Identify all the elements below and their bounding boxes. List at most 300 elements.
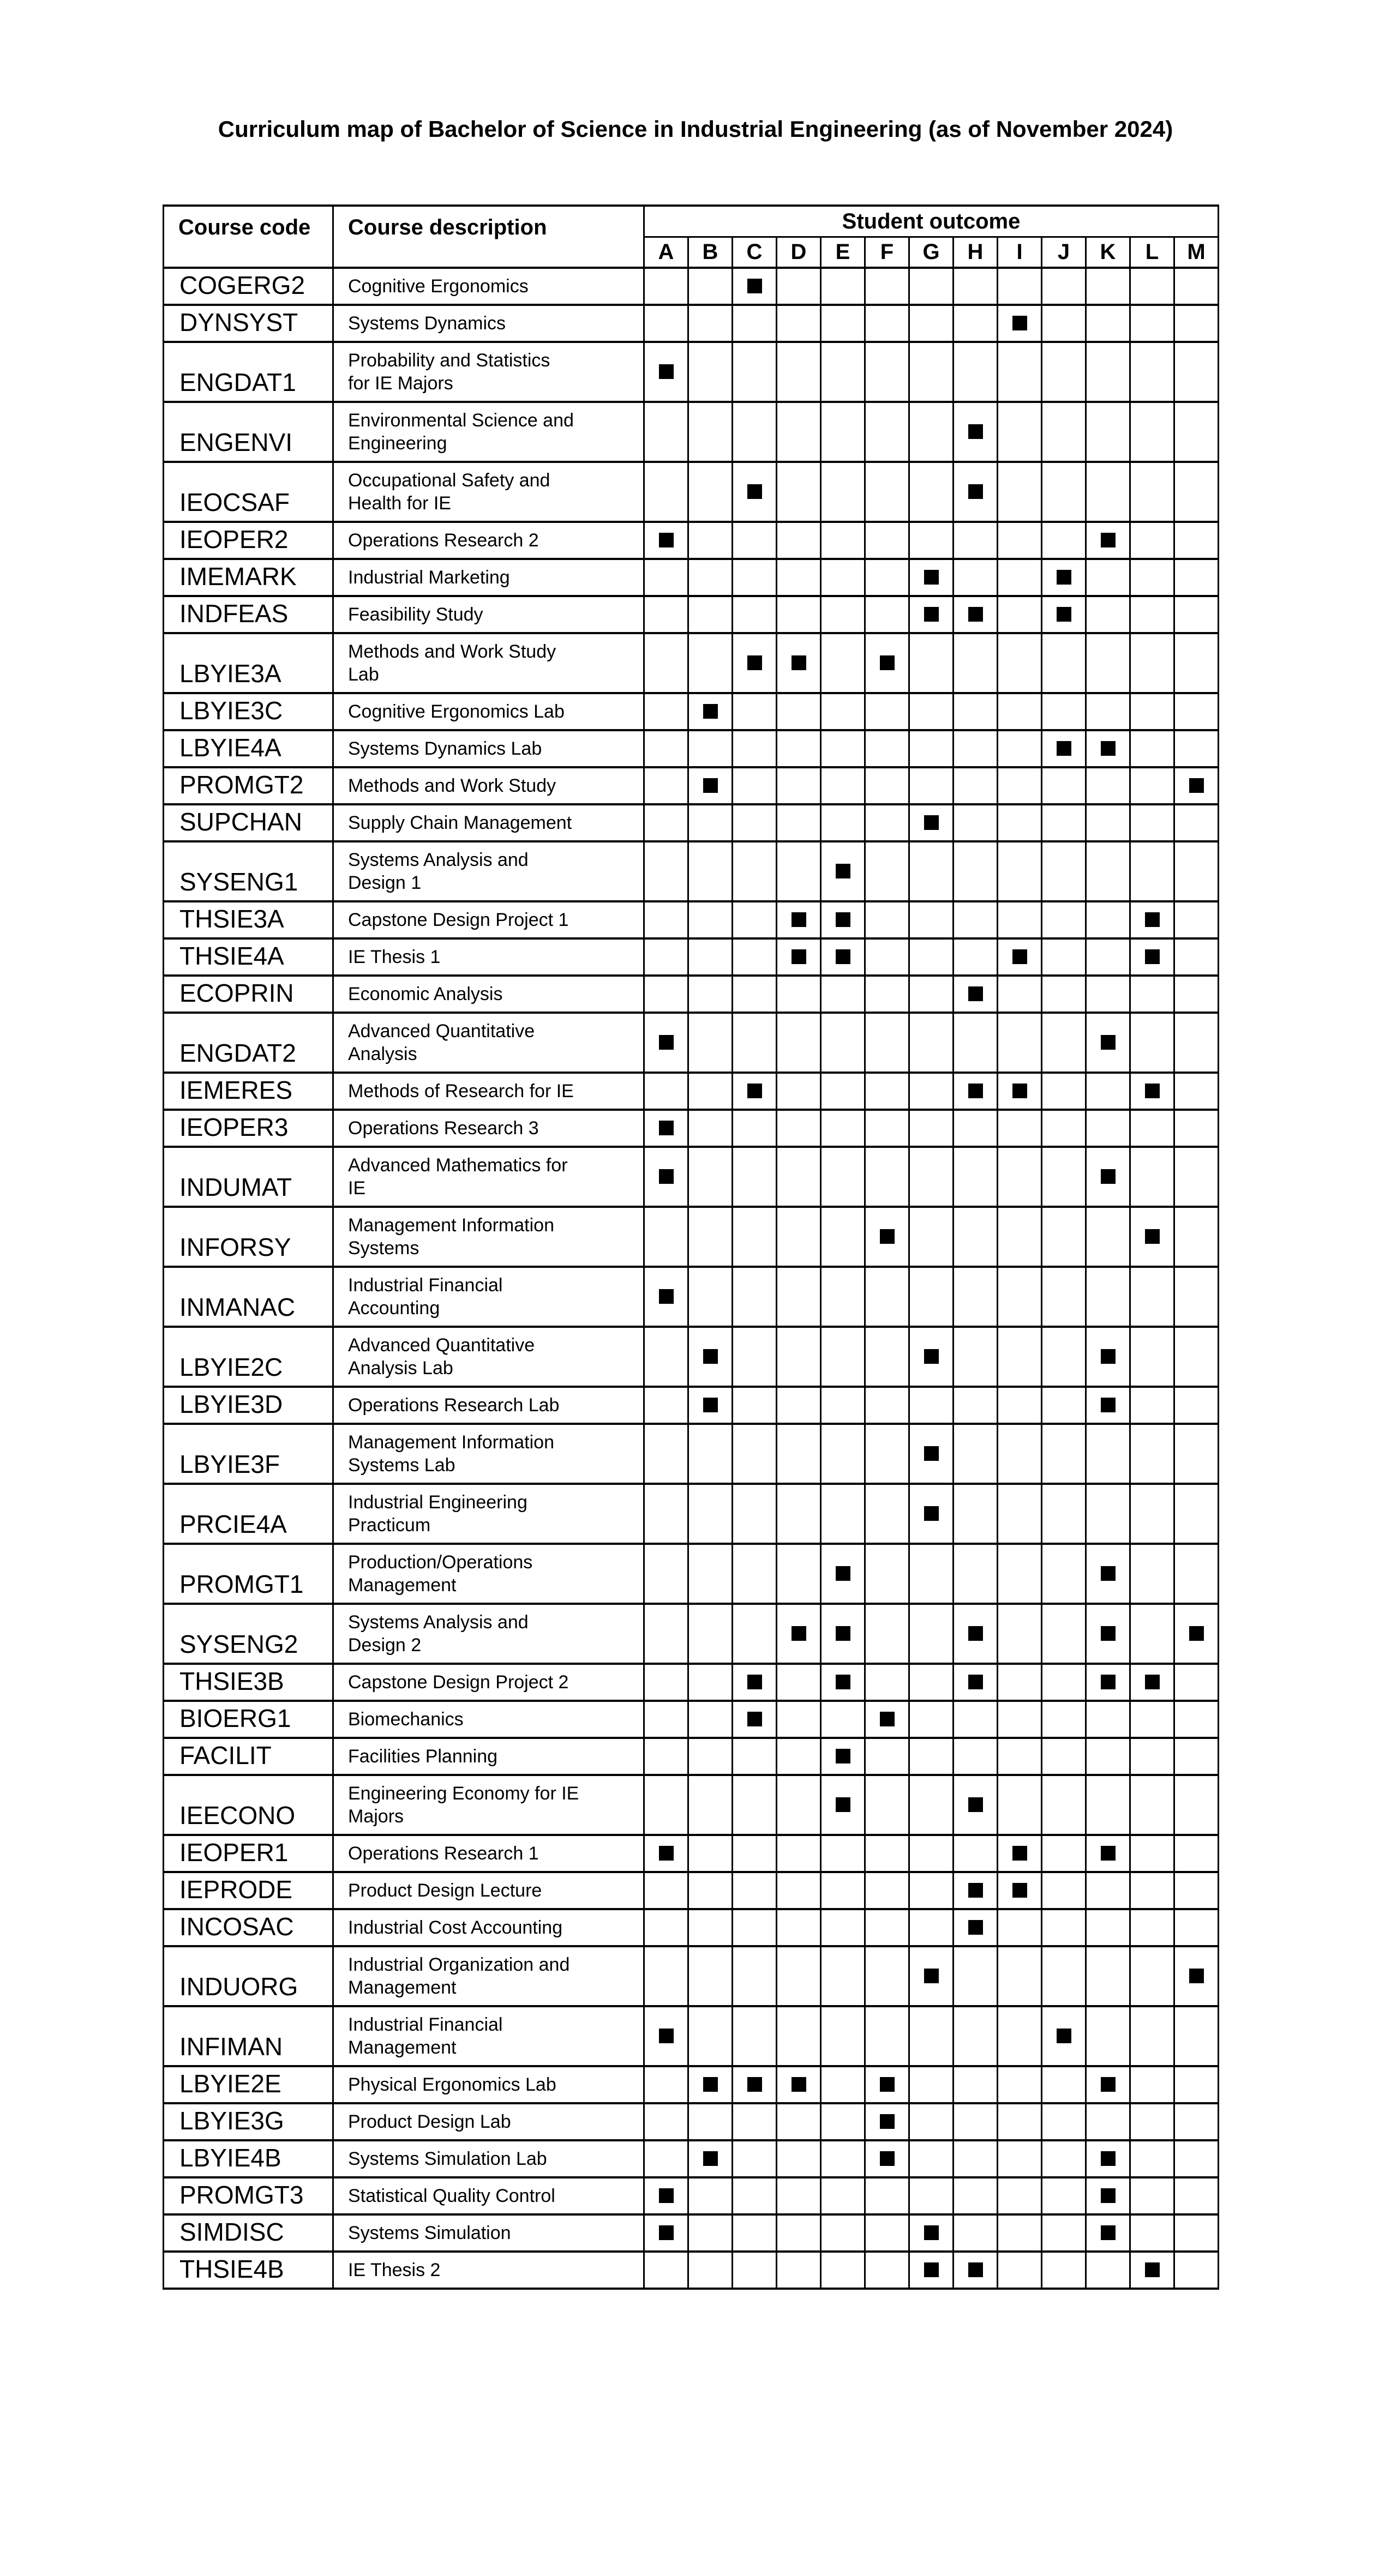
course-description-cell: Management Information Systems Lab (333, 1424, 644, 1484)
course-description-cell: Facilities Planning (333, 1738, 644, 1775)
outcome-mark-icon (1145, 1084, 1160, 1098)
outcome-mark-icon (1145, 912, 1160, 927)
course-row-LBYIE2C (164, 1327, 1219, 1387)
course-code-cell: THSIE3A (164, 901, 333, 938)
outcome-cell-INDUORG-G (909, 1946, 954, 2006)
outcome-cell-IEECONO-F (865, 1775, 909, 1835)
course-description-cell: Feasibility Study (333, 596, 644, 633)
outcome-mark-icon (1101, 2188, 1116, 2203)
outcome-cell-INDFEAS-H (954, 596, 998, 633)
course-code-cell: THSIE4A (164, 938, 333, 976)
course-description-cell: Probability and Statistics for IE Majors (333, 342, 644, 402)
outcome-cell-LBYIE3F-C (733, 1424, 777, 1484)
outcome-cell-COGERG2-A (644, 268, 688, 305)
course-row-INFIMAN (164, 2006, 1219, 2066)
outcome-cell-SYSENG2-J (1042, 1604, 1086, 1664)
outcome-cell-INFORSY-K (1086, 1207, 1130, 1267)
course-row-SYSENG2 (164, 1604, 1219, 1664)
outcome-cell-INFIMAN-G (909, 2006, 954, 2066)
outcome-cell-LBYIE3F-B (688, 1424, 733, 1484)
outcome-cell-IEMERES-L (1130, 1073, 1174, 1110)
outcome-cell-INDUMAT-D (777, 1147, 821, 1207)
outcome-cell-PRCIE4A-J (1042, 1484, 1086, 1544)
outcome-cell-THSIE3B-C (733, 1664, 777, 1701)
outcome-cell-ENGDAT1-A (644, 342, 688, 402)
outcome-cell-INFIMAN-B (688, 2006, 733, 2066)
outcome-cell-THSIE3A-E (821, 901, 865, 938)
course-description-cell: Methods and Work Study (333, 767, 644, 804)
outcome-cell-ENGENVI-F (865, 402, 909, 462)
outcome-cell-SIMDISC-H (954, 2214, 998, 2252)
course-row-IEOPER3 (164, 1110, 1219, 1147)
outcome-cell-INFIMAN-C (733, 2006, 777, 2066)
course-description-cell: Operations Research Lab (333, 1387, 644, 1424)
outcome-cell-THSIE4A-G (909, 938, 954, 976)
outcome-mark-icon (924, 1506, 939, 1521)
outcome-cell-LBYIE2C-H (954, 1327, 998, 1387)
outcome-cell-SYSENG1-B (688, 841, 733, 901)
outcome-cell-IEOPER1-E (821, 1835, 865, 1872)
outcome-cell-BIOERG1-B (688, 1701, 733, 1738)
outcome-cell-IEECONO-H (954, 1775, 998, 1835)
outcome-cell-BIOERG1-A (644, 1701, 688, 1738)
outcome-cell-LBYIE3C-F (865, 693, 909, 730)
outcome-cell-THSIE4A-D (777, 938, 821, 976)
course-row-COGERG2 (164, 268, 1219, 305)
outcome-cell-PROMGT3-L (1130, 2177, 1174, 2214)
outcome-cell-IEOPER1-A (644, 1835, 688, 1872)
outcome-mark-icon (836, 1749, 850, 1764)
course-code-cell: COGERG2 (164, 268, 333, 305)
outcome-cell-THSIE4B-D (777, 2252, 821, 2289)
outcome-mark-icon (880, 1712, 895, 1726)
course-row-INDUORG (164, 1946, 1219, 2006)
outcome-cell-DYNSYST-H (954, 305, 998, 342)
outcome-cell-IEOPER2-D (777, 522, 821, 559)
outcome-cell-ECOPRIN-D (777, 976, 821, 1013)
course-description-cell: Advanced Quantitative Analysis (333, 1013, 644, 1073)
outcome-mark-icon (836, 1566, 850, 1581)
outcome-cell-IEMERES-A (644, 1073, 688, 1110)
course-row-INMANAC (164, 1267, 1219, 1327)
course-code-cell: THSIE4B (164, 2252, 333, 2289)
outcome-mark-icon (659, 2225, 674, 2240)
outcome-mark-icon (968, 1626, 983, 1641)
outcome-cell-THSIE3B-F (865, 1664, 909, 1701)
outcome-cell-ENGDAT1-E (821, 342, 865, 402)
outcome-cell-COGERG2-K (1086, 268, 1130, 305)
outcome-cell-PRCIE4A-G (909, 1484, 954, 1544)
outcome-mark-icon (1145, 2262, 1160, 2277)
outcome-cell-INCOSAC-M (1174, 1909, 1219, 1946)
outcome-cell-SIMDISC-A (644, 2214, 688, 2252)
header-student-outcome: Student outcome (644, 206, 1219, 237)
outcome-cell-THSIE3B-H (954, 1664, 998, 1701)
outcome-mark-icon (1012, 316, 1027, 330)
outcome-cell-ENGDAT2-H (954, 1013, 998, 1073)
outcome-cell-COGERG2-M (1174, 268, 1219, 305)
outcome-cell-PROMGT1-D (777, 1544, 821, 1604)
outcome-cell-THSIE4A-L (1130, 938, 1174, 976)
outcome-mark-icon (836, 1626, 850, 1641)
outcome-cell-IEPRODE-A (644, 1872, 688, 1909)
outcome-cell-PRCIE4A-D (777, 1484, 821, 1544)
outcome-cell-PRCIE4A-H (954, 1484, 998, 1544)
outcome-mark-icon (968, 1797, 983, 1812)
outcome-cell-ENGDAT1-C (733, 342, 777, 402)
outcome-mark-icon (703, 2151, 718, 2166)
course-code-cell: SUPCHAN (164, 804, 333, 841)
outcome-cell-IEOPER1-B (688, 1835, 733, 1872)
outcome-cell-LBYIE3F-K (1086, 1424, 1130, 1484)
outcome-cell-PROMGT3-K (1086, 2177, 1130, 2214)
outcome-cell-IMEMARK-F (865, 559, 909, 596)
outcome-cell-INMANAC-L (1130, 1267, 1174, 1327)
course-code-cell: INDUMAT (164, 1147, 333, 1207)
outcome-cell-SUPCHAN-D (777, 804, 821, 841)
outcome-cell-ENGENVI-J (1042, 402, 1086, 462)
outcome-cell-THSIE3A-M (1174, 901, 1219, 938)
outcome-cell-INDUORG-F (865, 1946, 909, 2006)
outcome-cell-IEOPER2-H (954, 522, 998, 559)
outcome-cell-SIMDISC-F (865, 2214, 909, 2252)
outcome-mark-icon (880, 2151, 895, 2166)
course-row-THSIE3B (164, 1664, 1219, 1701)
outcome-cell-FACILIT-A (644, 1738, 688, 1775)
outcome-cell-IEPRODE-J (1042, 1872, 1086, 1909)
outcome-cell-FACILIT-F (865, 1738, 909, 1775)
outcome-cell-IEOCSAF-G (909, 462, 954, 522)
course-code-cell: IEOPER3 (164, 1110, 333, 1147)
outcome-cell-ENGENVI-B (688, 402, 733, 462)
outcome-cell-LBYIE3G-H (954, 2103, 998, 2140)
outcome-cell-LBYIE2E-K (1086, 2066, 1130, 2103)
outcome-cell-INFORSY-C (733, 1207, 777, 1267)
outcome-cell-PROMGT3-H (954, 2177, 998, 2214)
outcome-cell-ENGDAT1-D (777, 342, 821, 402)
outcome-cell-INFORSY-D (777, 1207, 821, 1267)
course-code-cell: LBYIE3A (164, 633, 333, 693)
outcome-column-header-K: K (1086, 237, 1130, 268)
course-code-cell: PROMGT2 (164, 767, 333, 804)
outcome-cell-INFORSY-E (821, 1207, 865, 1267)
outcome-cell-INDUORG-D (777, 1946, 821, 2006)
outcome-cell-IEOPER2-M (1174, 522, 1219, 559)
course-description-cell: Operations Research 2 (333, 522, 644, 559)
outcome-mark-icon (924, 2225, 939, 2240)
outcome-column-header-D: D (777, 237, 821, 268)
course-description-cell: Industrial Financial Accounting (333, 1267, 644, 1327)
course-description-cell: Systems Dynamics Lab (333, 730, 644, 767)
outcome-mark-icon (1101, 1398, 1116, 1412)
course-row-DYNSYST (164, 305, 1219, 342)
outcome-cell-IEOPER1-J (1042, 1835, 1086, 1872)
course-code-cell: IEOPER1 (164, 1835, 333, 1872)
course-description-cell: Systems Simulation Lab (333, 2140, 644, 2177)
outcome-cell-IEOPER1-D (777, 1835, 821, 1872)
course-row-SYSENG1 (164, 841, 1219, 901)
course-description-cell: Product Design Lab (333, 2103, 644, 2140)
outcome-cell-INCOSAC-C (733, 1909, 777, 1946)
outcome-cell-IEOPER3-M (1174, 1110, 1219, 1147)
outcome-cell-IEOPER1-L (1130, 1835, 1174, 1872)
outcome-cell-PROMGT1-C (733, 1544, 777, 1604)
outcome-cell-LBYIE4B-K (1086, 2140, 1130, 2177)
course-description-cell: Product Design Lecture (333, 1872, 644, 1909)
outcome-cell-LBYIE2E-D (777, 2066, 821, 2103)
outcome-cell-ENGENVI-K (1086, 402, 1130, 462)
outcome-cell-INFIMAN-D (777, 2006, 821, 2066)
outcome-column-header-G: G (909, 237, 954, 268)
outcome-cell-LBYIE3C-I (998, 693, 1042, 730)
course-code-cell: DYNSYST (164, 305, 333, 342)
outcome-cell-IEOCSAF-A (644, 462, 688, 522)
outcome-cell-IEPRODE-D (777, 1872, 821, 1909)
outcome-cell-INFORSY-H (954, 1207, 998, 1267)
outcome-mark-icon (968, 1920, 983, 1935)
outcome-cell-THSIE4A-M (1174, 938, 1219, 976)
course-code-cell: IEECONO (164, 1775, 333, 1835)
outcome-cell-LBYIE3D-L (1130, 1387, 1174, 1424)
outcome-cell-SYSENG1-D (777, 841, 821, 901)
outcome-cell-SYSENG1-K (1086, 841, 1130, 901)
course-code-cell: PRCIE4A (164, 1484, 333, 1544)
outcome-cell-SUPCHAN-J (1042, 804, 1086, 841)
outcome-cell-INDFEAS-J (1042, 596, 1086, 633)
outcome-cell-THSIE3A-J (1042, 901, 1086, 938)
outcome-mark-icon (968, 424, 983, 439)
outcome-mark-icon (836, 1797, 850, 1812)
outcome-cell-ENGDAT2-F (865, 1013, 909, 1073)
outcome-cell-IEOPER2-F (865, 522, 909, 559)
outcome-cell-THSIE4A-A (644, 938, 688, 976)
outcome-cell-FACILIT-C (733, 1738, 777, 1775)
outcome-cell-PRCIE4A-E (821, 1484, 865, 1544)
outcome-cell-INDUMAT-K (1086, 1147, 1130, 1207)
course-code-cell: SIMDISC (164, 2214, 333, 2252)
outcome-cell-ENGENVI-I (998, 402, 1042, 462)
outcome-cell-THSIE3B-B (688, 1664, 733, 1701)
outcome-cell-IEPRODE-F (865, 1872, 909, 1909)
course-description-cell: Environmental Science and Engineering (333, 402, 644, 462)
outcome-cell-PROMGT3-F (865, 2177, 909, 2214)
outcome-cell-IEECONO-I (998, 1775, 1042, 1835)
outcome-column-header-M: M (1174, 237, 1219, 268)
outcome-cell-COGERG2-E (821, 268, 865, 305)
outcome-cell-LBYIE2C-K (1086, 1327, 1130, 1387)
course-code-cell: IEOCSAF (164, 462, 333, 522)
outcome-cell-SYSENG2-B (688, 1604, 733, 1664)
outcome-cell-INMANAC-F (865, 1267, 909, 1327)
outcome-cell-IEPRODE-C (733, 1872, 777, 1909)
course-row-PROMGT2 (164, 767, 1219, 804)
course-row-THSIE3A (164, 901, 1219, 938)
course-description-cell: IE Thesis 1 (333, 938, 644, 976)
outcome-cell-INMANAC-E (821, 1267, 865, 1327)
outcome-cell-SUPCHAN-C (733, 804, 777, 841)
outcome-cell-SYSENG1-E (821, 841, 865, 901)
outcome-cell-IEMERES-G (909, 1073, 954, 1110)
outcome-cell-PROMGT3-G (909, 2177, 954, 2214)
outcome-cell-FACILIT-M (1174, 1738, 1219, 1775)
outcome-cell-DYNSYST-M (1174, 305, 1219, 342)
course-code-cell: ENGDAT1 (164, 342, 333, 402)
outcome-cell-LBYIE3G-K (1086, 2103, 1130, 2140)
outcome-cell-THSIE4B-H (954, 2252, 998, 2289)
outcome-cell-INDUMAT-C (733, 1147, 777, 1207)
outcome-cell-PROMGT3-M (1174, 2177, 1219, 2214)
course-row-ECOPRIN (164, 976, 1219, 1013)
outcome-cell-INDFEAS-E (821, 596, 865, 633)
outcome-mark-icon (924, 1349, 939, 1364)
course-row-BIOERG1 (164, 1701, 1219, 1738)
outcome-cell-INCOSAC-H (954, 1909, 998, 1946)
outcome-cell-SUPCHAN-K (1086, 804, 1130, 841)
outcome-mark-icon (659, 533, 674, 547)
outcome-cell-THSIE4A-B (688, 938, 733, 976)
outcome-cell-BIOERG1-C (733, 1701, 777, 1738)
outcome-cell-LBYIE3G-L (1130, 2103, 1174, 2140)
outcome-mark-icon (703, 2077, 718, 2092)
outcome-cell-IEOCSAF-C (733, 462, 777, 522)
outcome-mark-icon (747, 1675, 762, 1689)
outcome-mark-icon (1101, 2077, 1116, 2092)
outcome-cell-IEECONO-G (909, 1775, 954, 1835)
outcome-cell-SYSENG1-L (1130, 841, 1174, 901)
outcome-cell-SIMDISC-K (1086, 2214, 1130, 2252)
course-row-INDUMAT (164, 1147, 1219, 1207)
outcome-cell-DYNSYST-C (733, 305, 777, 342)
outcome-cell-IEOPER2-L (1130, 522, 1174, 559)
outcome-mark-icon (1101, 741, 1116, 756)
outcome-cell-LBYIE3G-D (777, 2103, 821, 2140)
outcome-cell-LBYIE4A-J (1042, 730, 1086, 767)
outcome-cell-DYNSYST-B (688, 305, 733, 342)
header-row-main (164, 206, 1219, 237)
course-description-cell: Occupational Safety and Health for IE (333, 462, 644, 522)
outcome-cell-PROMGT2-D (777, 767, 821, 804)
outcome-cell-SUPCHAN-F (865, 804, 909, 841)
course-row-THSIE4B (164, 2252, 1219, 2289)
outcome-cell-IEOPER3-E (821, 1110, 865, 1147)
outcome-column-header-E: E (821, 237, 865, 268)
course-code-cell: LBYIE3G (164, 2103, 333, 2140)
outcome-cell-LBYIE3C-H (954, 693, 998, 730)
course-row-SUPCHAN (164, 804, 1219, 841)
outcome-cell-LBYIE3G-F (865, 2103, 909, 2140)
outcome-cell-LBYIE3C-K (1086, 693, 1130, 730)
outcome-mark-icon (1101, 1169, 1116, 1184)
outcome-cell-LBYIE3D-A (644, 1387, 688, 1424)
outcome-cell-THSIE3A-K (1086, 901, 1130, 938)
outcome-cell-DYNSYST-E (821, 305, 865, 342)
course-code-cell: IMEMARK (164, 559, 333, 596)
outcome-cell-LBYIE3G-M (1174, 2103, 1219, 2140)
outcome-cell-LBYIE3F-J (1042, 1424, 1086, 1484)
outcome-cell-PRCIE4A-A (644, 1484, 688, 1544)
outcome-cell-PROMGT2-B (688, 767, 733, 804)
outcome-cell-INCOSAC-A (644, 1909, 688, 1946)
outcome-cell-IMEMARK-L (1130, 559, 1174, 596)
course-description-cell: Advanced Quantitative Analysis Lab (333, 1327, 644, 1387)
outcome-cell-IMEMARK-I (998, 559, 1042, 596)
course-description-cell: Economic Analysis (333, 976, 644, 1013)
outcome-cell-ENGDAT2-E (821, 1013, 865, 1073)
outcome-cell-INFIMAN-F (865, 2006, 909, 2066)
outcome-cell-IEOPER1-C (733, 1835, 777, 1872)
outcome-mark-icon (1101, 1846, 1116, 1861)
outcome-cell-IEOPER3-B (688, 1110, 733, 1147)
outcome-cell-IEMERES-F (865, 1073, 909, 1110)
outcome-cell-ENGDAT2-G (909, 1013, 954, 1073)
outcome-mark-icon (924, 570, 939, 585)
outcome-cell-ENGDAT1-K (1086, 342, 1130, 402)
outcome-cell-IEOPER2-C (733, 522, 777, 559)
outcome-cell-COGERG2-L (1130, 268, 1174, 305)
course-code-cell: LBYIE3D (164, 1387, 333, 1424)
outcome-cell-LBYIE3D-J (1042, 1387, 1086, 1424)
course-description-cell: Physical Ergonomics Lab (333, 2066, 644, 2103)
outcome-mark-icon (747, 1712, 762, 1726)
outcome-cell-SYSENG1-J (1042, 841, 1086, 901)
outcome-cell-SIMDISC-B (688, 2214, 733, 2252)
outcome-cell-PROMGT1-L (1130, 1544, 1174, 1604)
outcome-cell-SIMDISC-I (998, 2214, 1042, 2252)
outcome-mark-icon (880, 2077, 895, 2092)
outcome-cell-PROMGT1-A (644, 1544, 688, 1604)
outcome-mark-icon (703, 704, 718, 719)
curriculum-map-table (163, 204, 1219, 2290)
outcome-cell-LBYIE3D-C (733, 1387, 777, 1424)
outcome-cell-IEOCSAF-B (688, 462, 733, 522)
course-row-THSIE4A (164, 938, 1219, 976)
course-code-cell: LBYIE3C (164, 693, 333, 730)
outcome-cell-IEECONO-D (777, 1775, 821, 1835)
outcome-cell-PROMGT2-K (1086, 767, 1130, 804)
outcome-cell-FACILIT-I (998, 1738, 1042, 1775)
course-row-ENGENVI (164, 402, 1219, 462)
outcome-cell-LBYIE3G-E (821, 2103, 865, 2140)
outcome-cell-LBYIE4A-G (909, 730, 954, 767)
outcome-cell-COGERG2-H (954, 268, 998, 305)
outcome-column-header-I: I (998, 237, 1042, 268)
outcome-cell-IEMERES-K (1086, 1073, 1130, 1110)
outcome-cell-IEOPER1-K (1086, 1835, 1130, 1872)
outcome-mark-icon (1101, 1566, 1116, 1581)
outcome-cell-LBYIE3F-F (865, 1424, 909, 1484)
outcome-cell-LBYIE3F-D (777, 1424, 821, 1484)
outcome-column-header-J: J (1042, 237, 1086, 268)
outcome-cell-ENGDAT1-L (1130, 342, 1174, 402)
outcome-cell-PRCIE4A-F (865, 1484, 909, 1544)
outcome-cell-LBYIE3A-D (777, 633, 821, 693)
course-code-cell: FACILIT (164, 1738, 333, 1775)
outcome-cell-ENGENVI-G (909, 402, 954, 462)
course-row-IEOPER1 (164, 1835, 1219, 1872)
outcome-cell-LBYIE4A-C (733, 730, 777, 767)
course-description-cell: Cognitive Ergonomics Lab (333, 693, 644, 730)
outcome-cell-INMANAC-C (733, 1267, 777, 1327)
outcome-cell-INCOSAC-J (1042, 1909, 1086, 1946)
outcome-mark-icon (1101, 1349, 1116, 1364)
outcome-cell-LBYIE3C-L (1130, 693, 1174, 730)
header-course-code: Course code (164, 206, 333, 268)
outcome-cell-SYSENG2-K (1086, 1604, 1130, 1664)
outcome-mark-icon (747, 279, 762, 293)
outcome-cell-PROMGT1-M (1174, 1544, 1219, 1604)
outcome-mark-icon (1189, 1969, 1204, 1983)
outcome-mark-icon (792, 912, 806, 927)
